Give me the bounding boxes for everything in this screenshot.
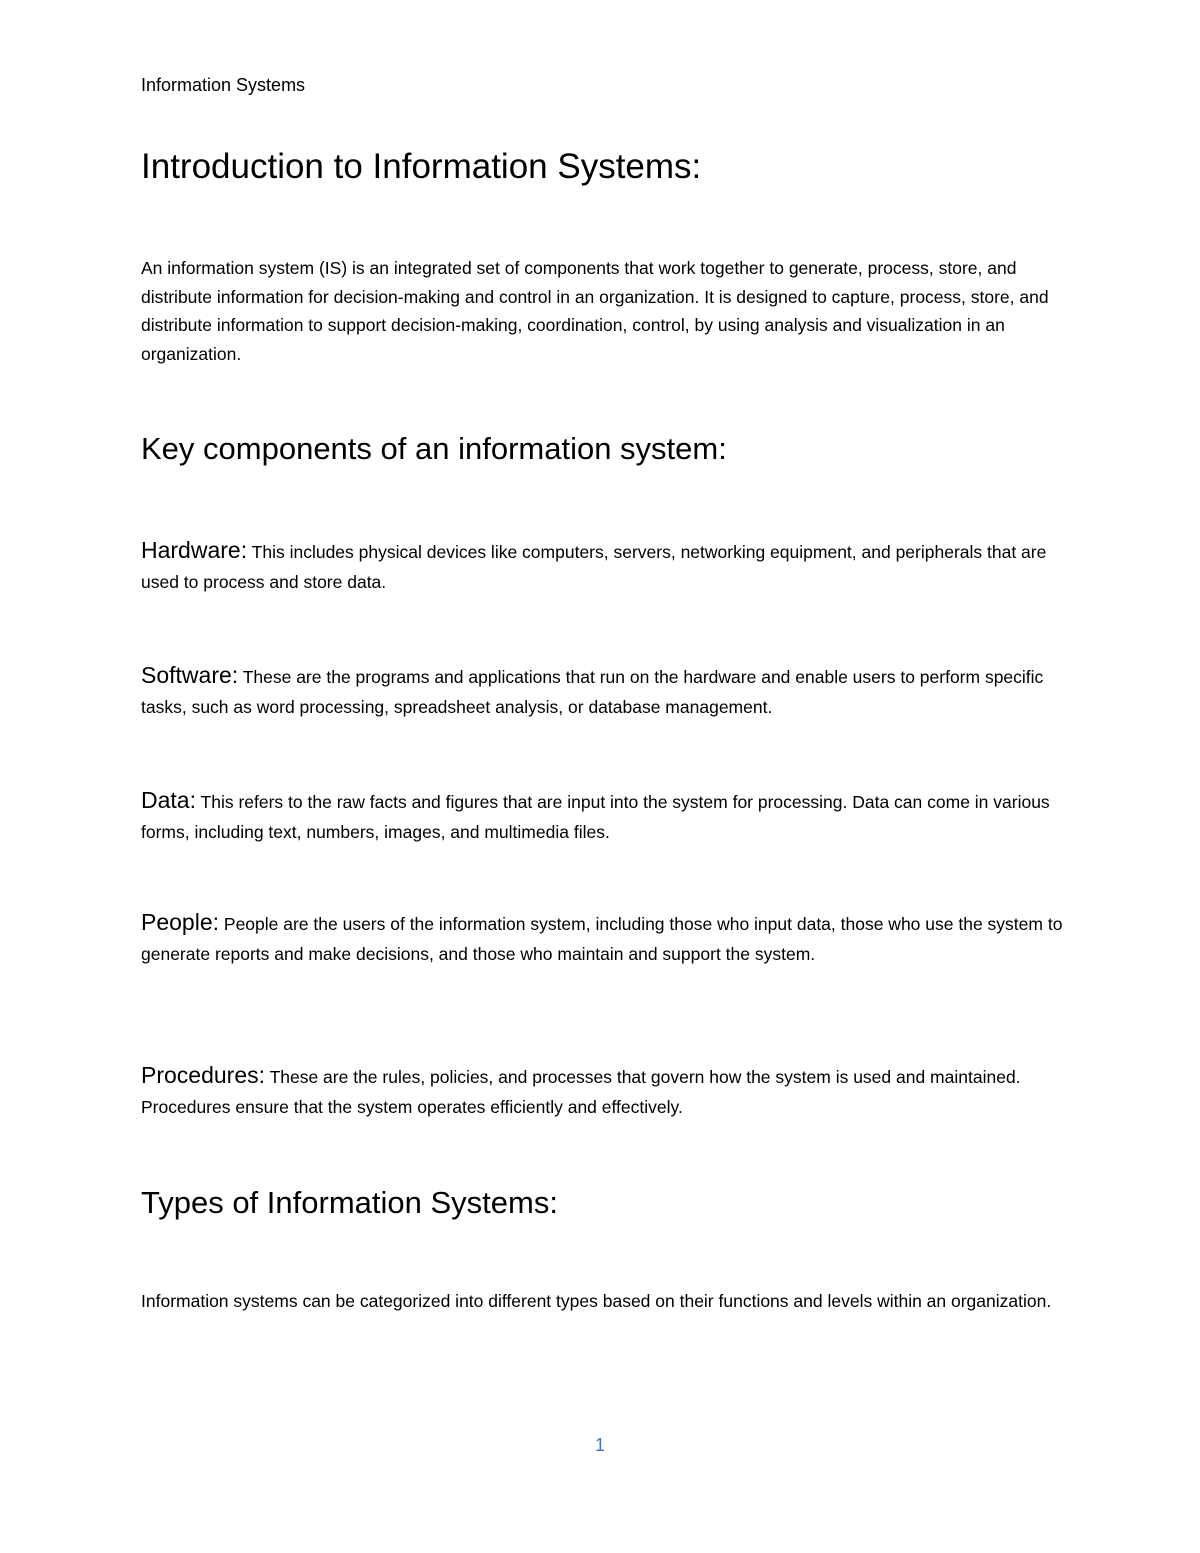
- component-term: Software:: [141, 662, 239, 688]
- component-software: [141, 660, 1071, 722]
- component-term: Hardware:: [141, 537, 248, 563]
- types-paragraph: Information systems can be categorized into different types based on their functions and levels within an organization.: [141, 1291, 1052, 1311]
- component-description: These are the programs and applications that run on the hardware and enable users to perform specific tasks, such as word processing, spreadsheet analysis, or database management.: [141, 667, 1044, 717]
- types-heading: Types of Information Systems:: [141, 1185, 558, 1220]
- component-description: This includes physical devices like computers, servers, networking equipment, and peripherals that are used to process and store data.: [141, 542, 1047, 592]
- component-description: This refers to the raw facts and figures that are input into the system for processing. Data can come in various forms, including text, numbers, images, and multimedia files.: [141, 792, 1050, 842]
- page-title: Introduction to Information Systems:: [141, 147, 702, 186]
- component-description: These are the rules, policies, and processes that govern how the system is used and maintained. Procedures ensure that the system operates efficiently and effectively.: [141, 1067, 1021, 1117]
- component-people: [141, 907, 1071, 969]
- components-heading: Key components of an information system:: [141, 431, 727, 466]
- component-data: [141, 785, 1071, 847]
- component-term: Procedures:: [141, 1062, 266, 1088]
- component-hardware: [141, 535, 1071, 597]
- component-term: People:: [141, 909, 220, 935]
- page-number: 1: [594, 1435, 605, 1455]
- component-term: Data:: [141, 787, 196, 813]
- page-header: Information Systems: [141, 75, 306, 95]
- component-procedures: [141, 1060, 1071, 1122]
- component-description: People are the users of the information system, including those who input data, those who use the system to generate reports and make decisions, and those who maintain and support the system.: [141, 914, 1063, 964]
- intro-paragraph: An information system (IS) is an integrated set of components that work together to generate, process, store, and distribute information for decision-making and control in an organization. It is designed to capture, process, store, and distribute information to support decision-making, coordination, control, by using analysis and visualization in an organization.: [141, 258, 1049, 364]
